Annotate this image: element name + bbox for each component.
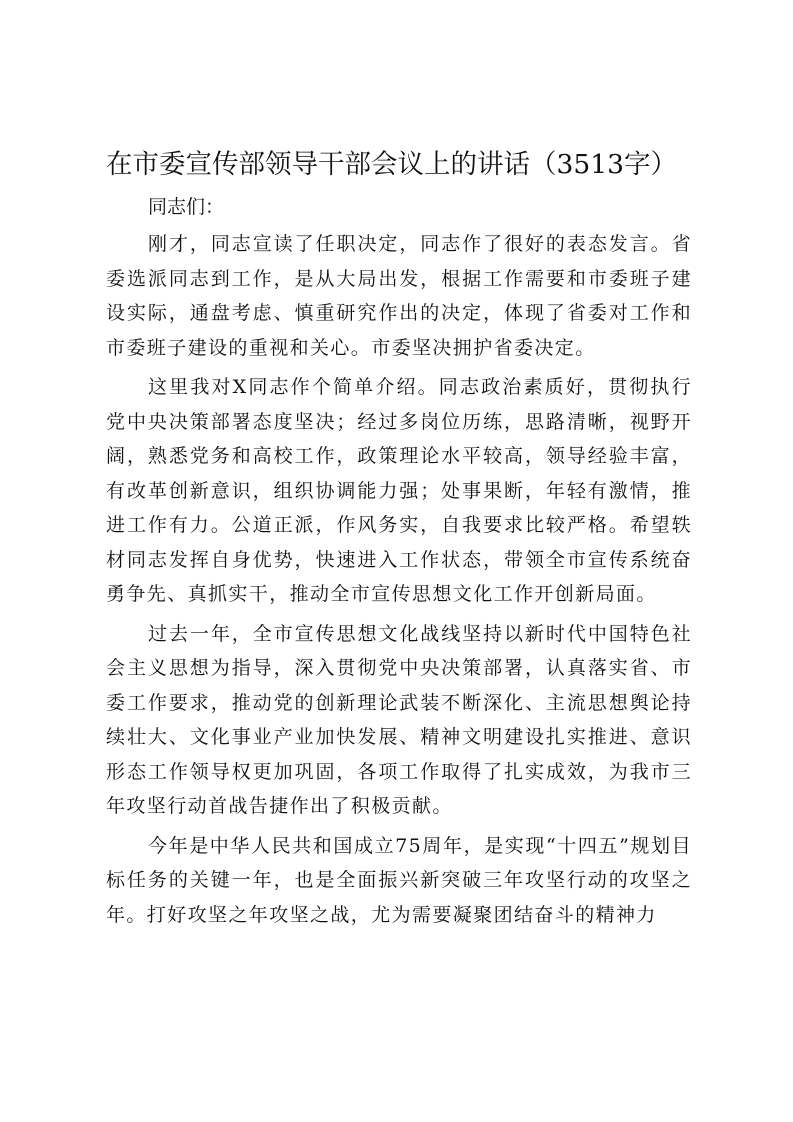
document-title: 在市委宣传部领导干部会议上的讲话（3513字） bbox=[106, 149, 677, 180]
paragraph-1: 刚才，同志宣读了任职决定，同志作了很好的表态发言。省委选派同志到工作，是从大局出发，根据工作需要和市委班子建设实际，通盘考虑、慎重研究作出的决定，体现了省委对工作和市委班子建设的重视和关心。市委坚决拥护省委决定。 bbox=[106, 233, 692, 359]
paragraph-3: 过去一年，全市宣传思想文化战线坚持以新时代中国特色社会主义思想为指导，深入贯彻党中央决策部署，认真落实省、市委工作要求，推动党的创新理论武装不断深化、主流思想舆论持续壮大、文化事业产业加快发展、精神文明建设扎实推进、意识形态工作领导权更加巩固，各项工作取得了扎实成效，为我市三年攻坚行动首战告捷作出了积极贡献。 bbox=[106, 622, 692, 817]
paragraph-4: 今年是中华人民共和国成立75周年，是实现“十四五”规划目标任务的关键一年，也是全面振兴新突破三年攻坚行动的攻坚之年。打好攻坚之年攻坚之战，尤为需要凝聚团结奋斗的精神力 bbox=[106, 834, 692, 926]
paragraph-2: 这里我对X同志作个简单介绍。同志政治素质好，贯彻执行党中央决策部署态度坚决；经过多岗位历练，思路清晰，视野开阔，熟悉党务和高校工作，政策理论水平较高，领导经验丰富，有改革创新意识，组织协调能力强；处事果断，年轻有激情，推进工作有力。公道正派，作风务实，自我要求比较严格。希望轶材同志发挥自身优势，快速进入工作状态，带领全市宣传系统奋勇争先、真抓实干，推动全市宣传思想文化工作开创新局面。 bbox=[106, 376, 692, 605]
salutation: 同志们： bbox=[148, 196, 225, 218]
document-body bbox=[106, 187, 692, 932]
